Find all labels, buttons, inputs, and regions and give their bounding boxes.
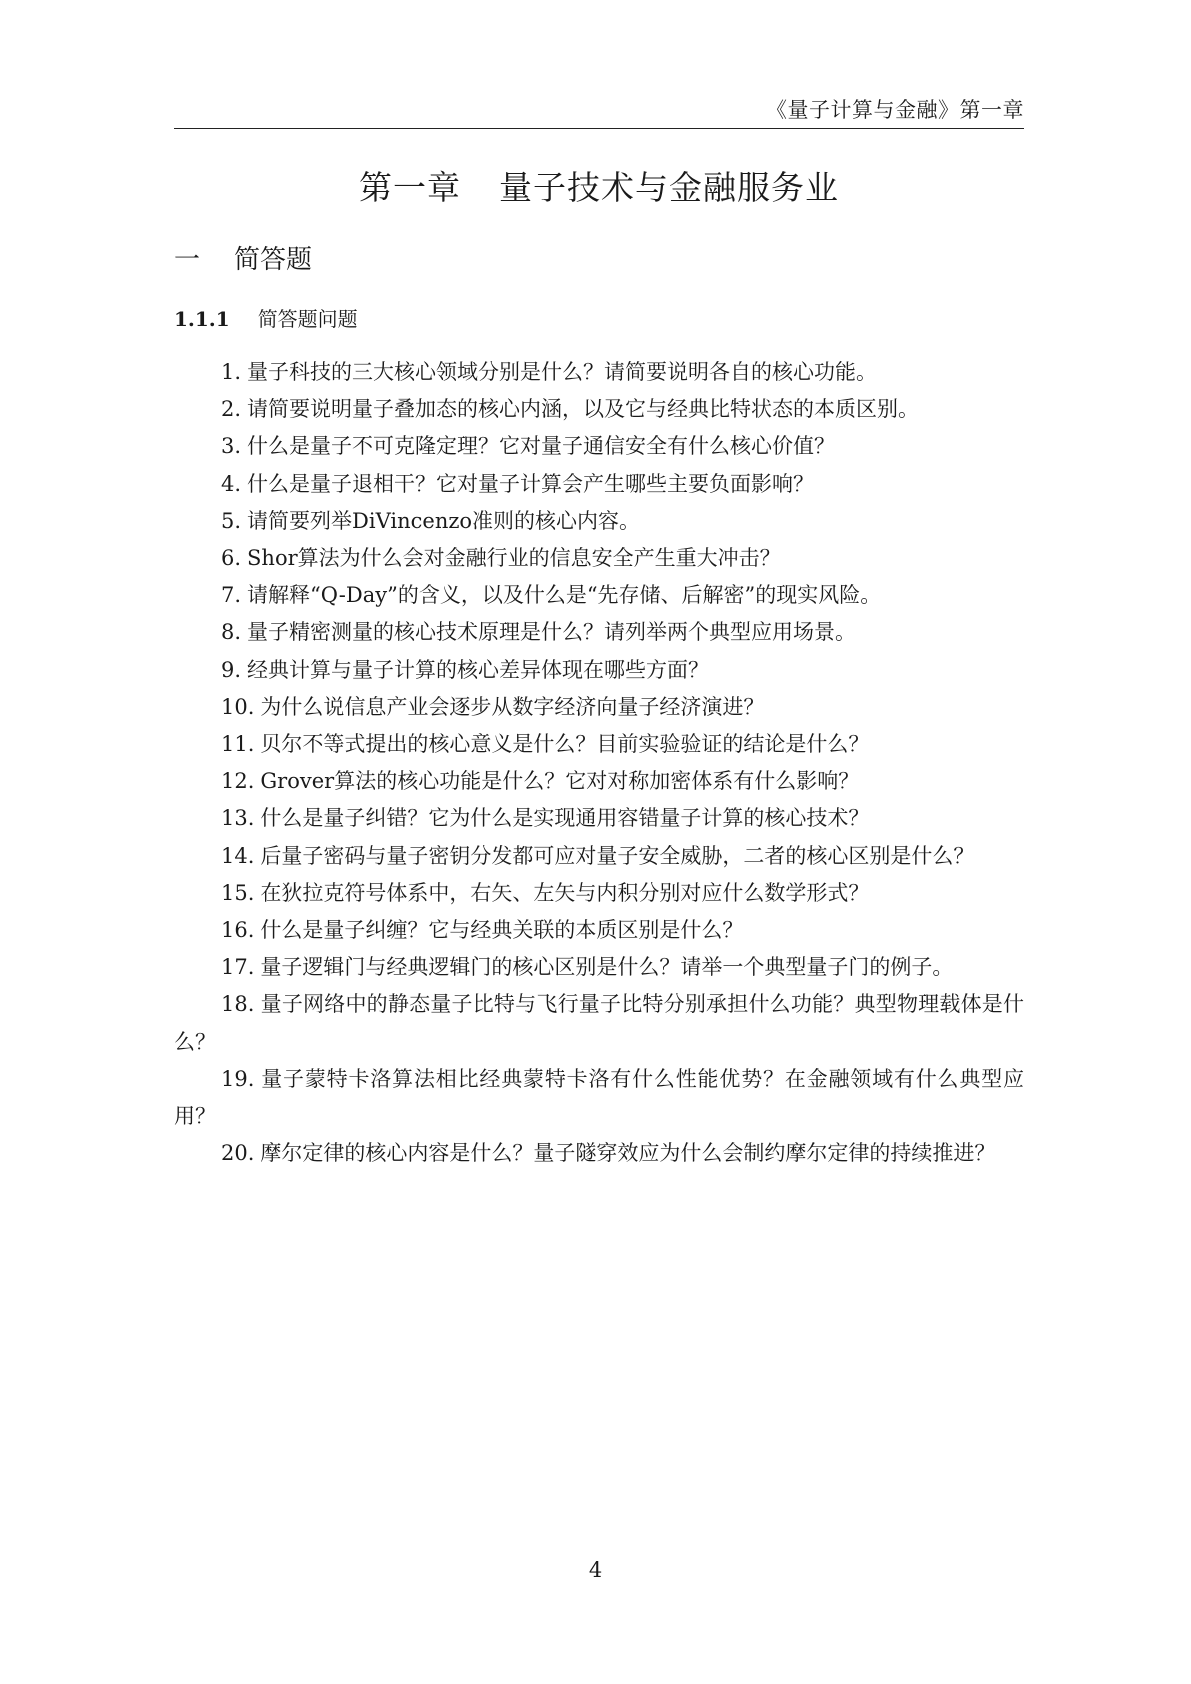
question-text: 什么是量子不可克隆定理？它对量子通信安全有什么核心价值？ [247,434,836,459]
question-text: 什么是量子退相干？它对量子计算会产生哪些主要负面影响？ [247,471,815,496]
question-item [174,912,1024,949]
question-text: 量子科技的三大核心领域分别是什么？请简要说明各自的核心功能。 [247,360,878,384]
subsection-number: 1.1.1 [174,307,230,331]
question-item [174,800,1024,837]
question-text: Shor算法为什么会对金融行业的信息安全产生重大冲击？ [247,546,781,571]
question-text: 请简要说明量子叠加态的核心内涵，以及它与经典比特状态的本质区别。 [247,397,920,422]
question-text: 摩尔定律的核心内容是什么？量子隧穿效应为什么会制约摩尔定律的持续推进？ [260,1141,996,1166]
question-text: 贝尔不等式提出的核心意义是什么？目前实验验证的结论是什么？ [260,732,870,757]
question-text: 经典计算与量子计算的核心差异体现在哪些方面？ [247,657,710,682]
question-item [174,689,1024,726]
question-number: 16. [221,918,255,943]
question-number: 20. [221,1141,255,1166]
section-title: 简答题 [234,245,313,275]
question-number: 18. [221,992,255,1017]
question-number: 8. [221,620,242,645]
question-item [174,763,1024,800]
question-item [174,875,1024,912]
page-number: 4 [588,1558,603,1582]
question-number: 3. [221,434,242,459]
question-text: 量子逻辑门与经典逻辑门的核心区别是什么？请举一个典型量子门的例子。 [260,955,954,980]
question-item [174,652,1024,689]
question-list [174,354,1024,1172]
question-number: 2. [221,397,242,422]
question-item [174,986,1024,1060]
question-number: 19. [221,1066,255,1091]
chapter-number: 第一章 [359,168,461,207]
question-text: 请简要列举DiVincenzo准则的核心内容。 [247,508,641,533]
question-text: 量子蒙特卡洛算法相比经典蒙特卡洛有什么性能优势？在金融领域有什么典型应用？ [174,1066,1024,1129]
question-text: 在狄拉克符号体系中，右矢、左矢与内积分别对应什么数学形式？ [260,880,870,905]
question-item [174,577,1024,614]
chapter-title-text: 量子技术与金融服务业 [499,168,839,207]
question-number: 7. [221,583,242,608]
question-item [174,614,1024,651]
question-item [174,391,1024,428]
question-number: 4. [221,471,242,496]
question-number: 15. [221,880,255,905]
question-item [174,466,1024,503]
subsection-heading [174,304,358,334]
question-text: 为什么说信息产业会逐步从数字经济向量子经济演进？ [260,694,765,719]
question-item [174,838,1024,875]
question-text: 量子精密测量的核心技术原理是什么？请列举两个典型应用场景。 [247,620,857,645]
question-text: 什么是量子纠缠？它与经典关联的本质区别是什么？ [260,918,744,943]
question-text: Grover算法的核心功能是什么？它对对称加密体系有什么影响？ [260,769,860,794]
question-item [174,540,1024,577]
question-number: 14. [221,843,255,868]
question-number: 10. [221,694,255,719]
question-number: 17. [221,955,255,980]
question-text: 什么是量子纠错？它为什么是实现通用容错量子计算的核心技术？ [260,806,870,831]
question-number: 9. [221,657,242,682]
question-number: 6. [221,546,242,571]
section-heading [174,242,312,278]
question-number: 1. [221,360,242,384]
question-text: 后量子密码与量子密钥分发都可应对量子安全威胁，二者的核心区别是什么？ [260,843,975,868]
question-number: 12. [221,769,255,794]
question-text: 量子网络中的静态量子比特与飞行量子比特分别承担什么功能？典型物理载体是什么？ [174,992,1024,1054]
question-number: 5. [221,508,242,533]
question-item [174,354,1024,391]
chapter-title [174,166,1024,210]
section-number: 一 [174,245,201,275]
header-rule [174,128,1024,129]
subsection-title: 简答题问题 [257,307,358,331]
question-item [174,503,1024,540]
running-head: 《量子计算与金融》第一章 [766,98,1024,122]
question-item [174,428,1024,465]
question-item [174,949,1024,986]
question-text: 请解释“Q-Day”的含义，以及什么是“先存储、后解密”的现实风险。 [247,583,882,608]
question-item [174,726,1024,763]
question-number: 11. [221,732,255,757]
question-item [174,1135,1024,1172]
question-item [174,1061,1024,1135]
question-number: 13. [221,806,255,831]
